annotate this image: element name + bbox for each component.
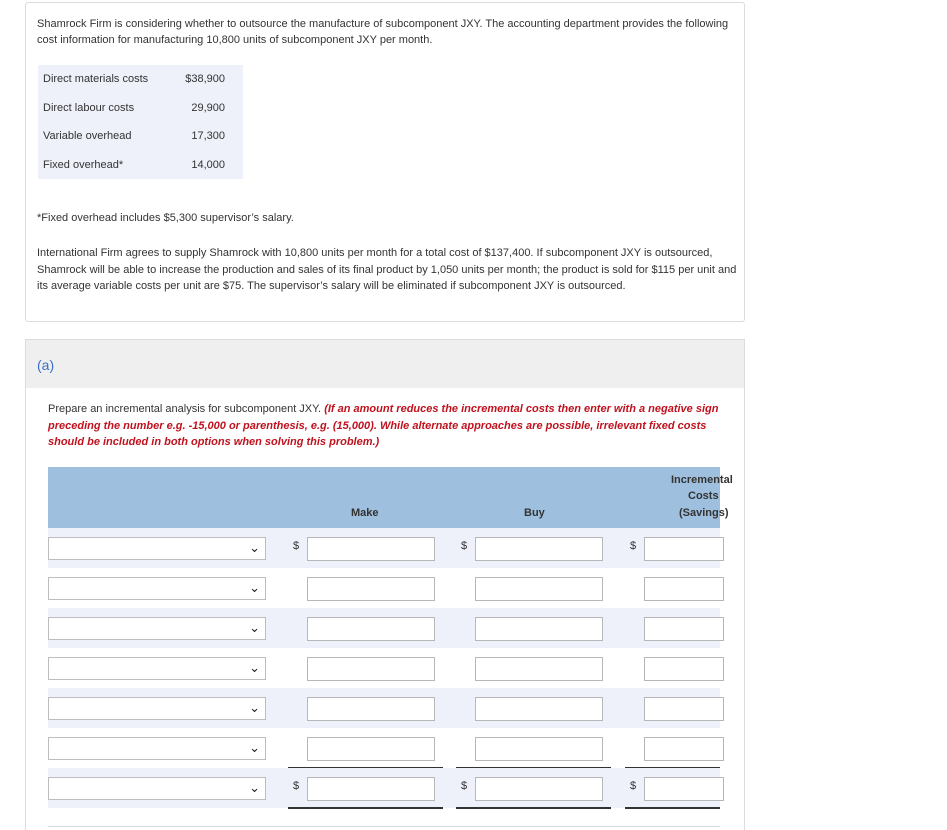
- chevron-down-icon: ⌄: [249, 660, 260, 675]
- currency-symbol: $: [630, 540, 637, 552]
- buy-input[interactable]: [475, 577, 603, 601]
- row-label-select[interactable]: [48, 697, 266, 720]
- buy-input[interactable]: [475, 697, 603, 721]
- table-row: [48, 728, 720, 768]
- cost-row: [38, 151, 243, 180]
- problem-intro: Shamrock Firm is considering whether to outsource the manufacture of subcomponent JXY. The accounting department provides the following cost information for manufacturing 10,800 units of subcomponent JXY per month.: [37, 18, 729, 46]
- row-label-select[interactable]: [48, 777, 266, 800]
- cost-row: [38, 94, 243, 123]
- instruction-text: Prepare an incremental analysis for subcomponent JXY.: [48, 403, 322, 415]
- make-input[interactable]: [307, 537, 435, 561]
- footnote: *Fixed overhead includes $5,300 supervisor’s salary.: [37, 212, 294, 224]
- part-header: [25, 339, 745, 388]
- cost-row: [38, 122, 243, 151]
- total-double-underline: [288, 807, 443, 809]
- chevron-down-icon: ⌄: [249, 580, 260, 595]
- incremental-input[interactable]: [644, 617, 724, 641]
- cost-row: [38, 65, 243, 94]
- make-input[interactable]: [307, 577, 435, 601]
- incremental-input[interactable]: [644, 737, 724, 761]
- part-label: (a): [37, 357, 55, 373]
- header-incremental-line2: Costs: [688, 490, 719, 502]
- chevron-down-icon: ⌄: [249, 540, 260, 555]
- instruction: [48, 401, 720, 451]
- buy-total-input[interactable]: [475, 777, 603, 801]
- chevron-down-icon: ⌄: [249, 740, 260, 755]
- table-row: [48, 648, 720, 688]
- header-incremental-line1: Incremental: [671, 474, 733, 486]
- problem-paragraph: International Firm agrees to supply Shamrock with 10,800 units per month for a total cost of $137,400. If subcomponent JXY is outsourced, Shamrock will be able to increase the production and sales of its final product by 1,050 units per month; the product is sold for $115 per unit and its average variable costs per unit are $75. The supervisor’s salary will be eliminated if subcomponent JXY is outsourced.: [37, 247, 737, 292]
- cost-value: 17,300: [191, 130, 225, 143]
- total-double-underline: [456, 807, 611, 809]
- make-input[interactable]: [307, 737, 435, 761]
- cost-value: $38,900: [185, 73, 225, 86]
- incremental-total-input[interactable]: [644, 777, 724, 801]
- row-label-select[interactable]: [48, 737, 266, 760]
- cost-value: 14,000: [191, 158, 225, 171]
- table-row: [48, 688, 720, 728]
- table-row: [48, 568, 720, 608]
- buy-input[interactable]: [475, 657, 603, 681]
- table-row-total: [48, 768, 720, 808]
- make-input[interactable]: [307, 617, 435, 641]
- cost-label: Fixed overhead*: [43, 158, 124, 171]
- make-total-input[interactable]: [307, 777, 435, 801]
- table-row: [48, 528, 720, 568]
- table-row: [48, 608, 720, 648]
- incremental-input[interactable]: [644, 657, 724, 681]
- total-double-underline: [625, 807, 720, 809]
- header-make: Make: [351, 507, 379, 519]
- cost-table: [38, 65, 243, 179]
- table-header: [48, 467, 733, 528]
- chevron-down-icon: ⌄: [249, 620, 260, 635]
- row-label-select[interactable]: [48, 657, 266, 680]
- currency-symbol: $: [293, 540, 300, 552]
- instruction-note: (If an amount reduces the incremental costs then enter with a negative sign preceding the number e.g. -15,000 or parenthesis, e.g. (15,000). While alternate approaches are possible, irrelevant fixed costs should be included in both options when solving this problem.): [48, 403, 719, 448]
- cost-label: Variable overhead: [43, 130, 132, 143]
- problem-card: [25, 2, 745, 322]
- cost-value: 29,900: [191, 101, 225, 114]
- buy-input[interactable]: [475, 537, 603, 561]
- row-label-select[interactable]: [48, 617, 266, 640]
- header-incremental-line3: (Savings): [679, 507, 729, 519]
- incremental-input[interactable]: [644, 697, 724, 721]
- header-buy: Buy: [524, 507, 545, 519]
- currency-symbol: $: [293, 780, 300, 792]
- cost-label: Direct materials costs: [43, 73, 149, 86]
- row-label-select[interactable]: [48, 537, 266, 560]
- chevron-down-icon: ⌄: [249, 700, 260, 715]
- make-input[interactable]: [307, 657, 435, 681]
- currency-symbol: $: [461, 780, 468, 792]
- make-input[interactable]: [307, 697, 435, 721]
- incremental-input[interactable]: [644, 577, 724, 601]
- buy-input[interactable]: [475, 737, 603, 761]
- currency-symbol: $: [630, 780, 637, 792]
- chevron-down-icon: ⌄: [249, 780, 260, 795]
- currency-symbol: $: [461, 540, 468, 552]
- buy-input[interactable]: [475, 617, 603, 641]
- table-bottom-border: [48, 826, 720, 827]
- incremental-input[interactable]: [644, 537, 724, 561]
- row-label-select[interactable]: [48, 577, 266, 600]
- cost-label: Direct labour costs: [43, 101, 135, 114]
